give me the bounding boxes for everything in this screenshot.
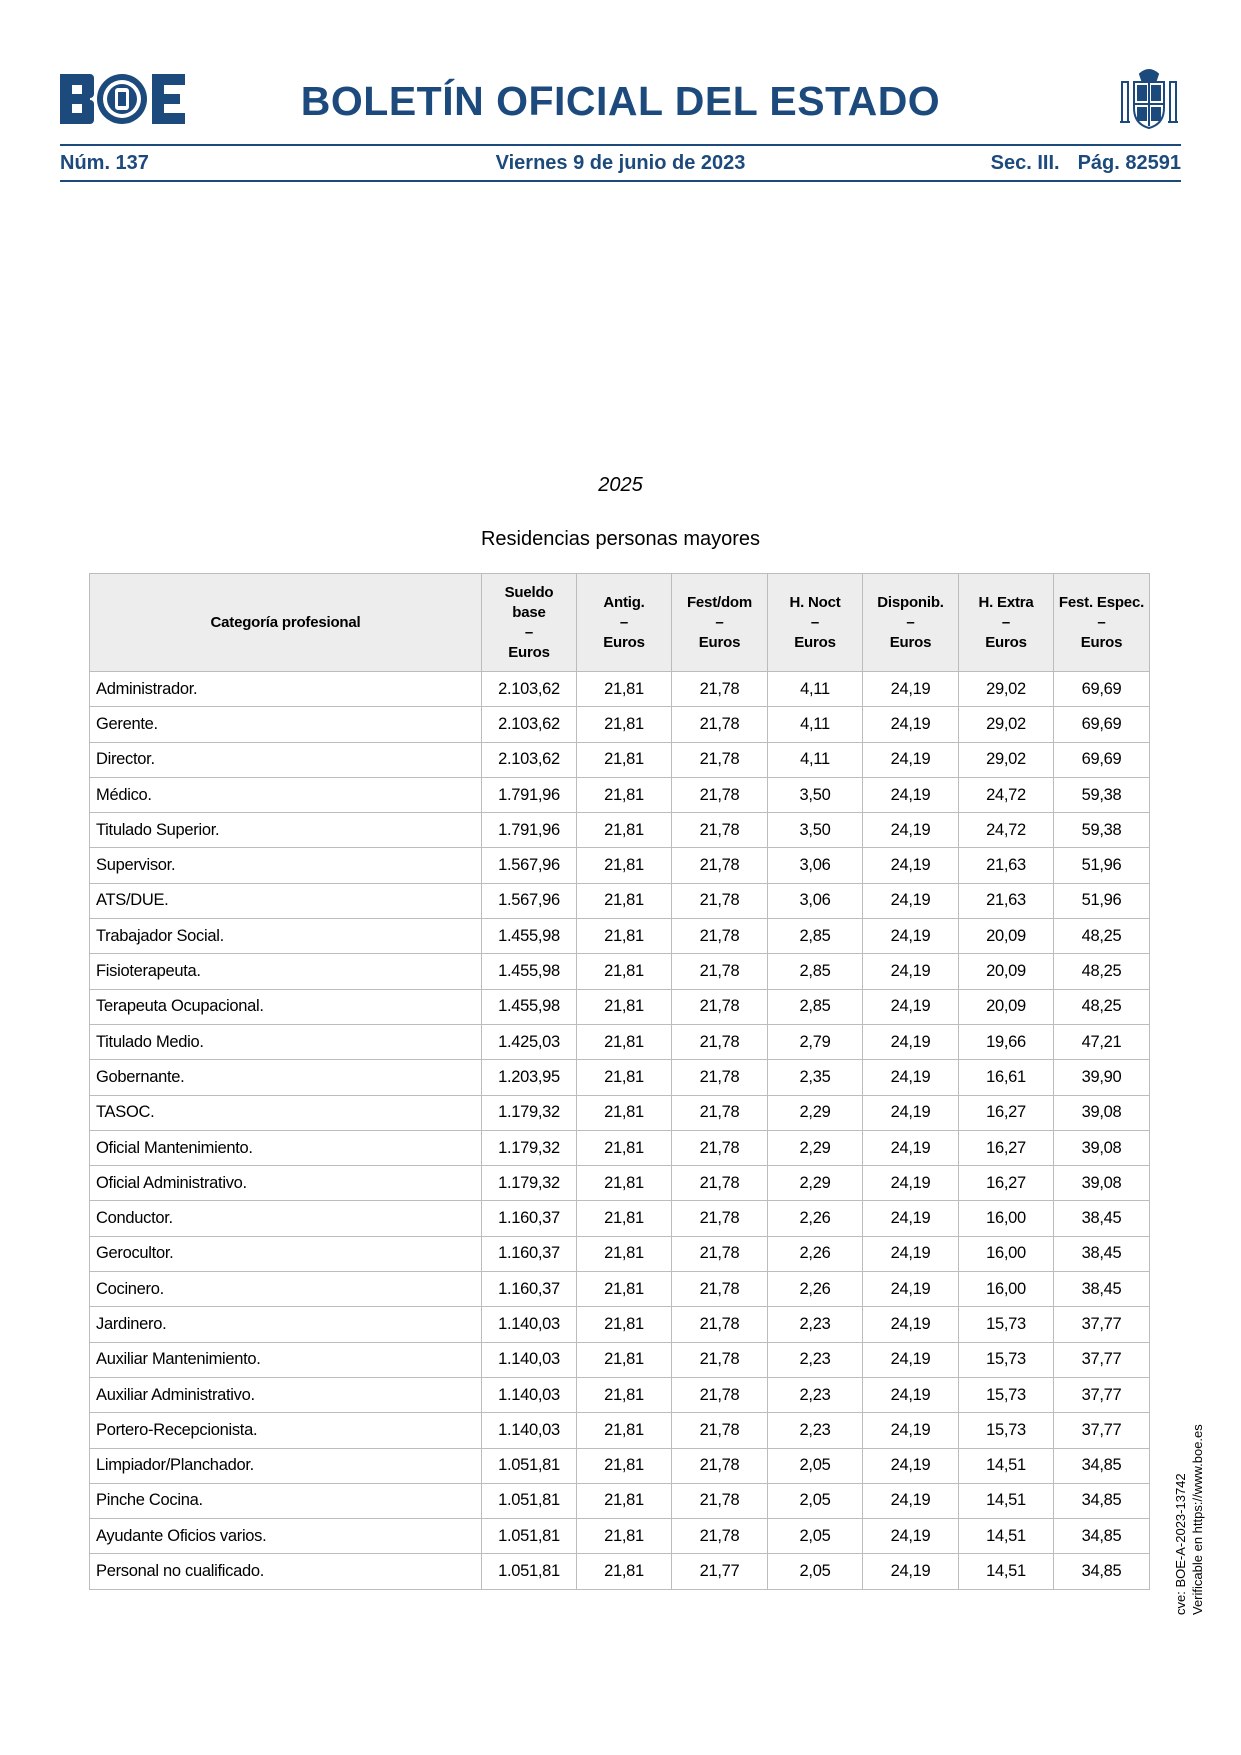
value-cell: 16,27 (959, 1130, 1054, 1165)
column-header-line: – (619, 613, 629, 631)
value-cell: 34,85 (1054, 1448, 1150, 1483)
value-cell: 21,78 (672, 1307, 768, 1342)
value-cell: 21,81 (577, 954, 672, 989)
value-cell: 21,81 (577, 1448, 672, 1483)
section-page (991, 152, 1181, 175)
value-cell: 15,73 (959, 1307, 1054, 1342)
value-cell: 21,81 (577, 1342, 672, 1377)
value-cell: 15,73 (959, 1377, 1054, 1412)
bulletin-title: BOLETÍN OFICIAL DEL ESTADO (300, 78, 941, 124)
table-row (90, 672, 1150, 707)
value-cell: 24,19 (863, 1024, 959, 1059)
value-cell: 24,19 (863, 1236, 959, 1271)
value-cell: 16,61 (959, 1060, 1054, 1095)
value-cell: 21,81 (577, 1272, 672, 1307)
column-header-line: Euros (603, 633, 645, 651)
value-cell: 1.179,32 (482, 1095, 577, 1130)
cve-code: cve: BOE-A-2023-13742 (1173, 1473, 1188, 1615)
value-cell: 37,77 (1054, 1377, 1150, 1412)
value-cell: 21,78 (672, 1095, 768, 1130)
value-cell: 21,78 (672, 1236, 768, 1271)
value-cell: 4,11 (768, 672, 863, 707)
issue-number: Núm. 137 (60, 152, 149, 174)
value-cell: 39,90 (1054, 1060, 1150, 1095)
value-cell: 2,05 (768, 1519, 863, 1554)
table-row (90, 919, 1150, 954)
value-cell: 39,08 (1054, 1130, 1150, 1165)
value-cell: 29,02 (959, 742, 1054, 777)
value-cell: 21,78 (672, 1060, 768, 1095)
category-cell: Terapeuta Ocupacional. (90, 989, 482, 1024)
value-cell: 21,78 (672, 1342, 768, 1377)
value-cell: 16,27 (959, 1095, 1054, 1130)
value-cell: 21,78 (672, 813, 768, 848)
column-header-line: – (715, 613, 724, 631)
table-subtitle: Residencias personas mayores (480, 528, 761, 550)
value-cell: 24,19 (863, 1095, 959, 1130)
value-cell: 1.140,03 (482, 1307, 577, 1342)
category-cell: Director. (90, 742, 482, 777)
column-header (1054, 574, 1150, 672)
value-cell: 19,66 (959, 1024, 1054, 1059)
table-header-row (90, 574, 1150, 672)
value-cell: 24,19 (863, 777, 959, 812)
category-cell: Gerente. (90, 707, 482, 742)
column-header (672, 574, 768, 672)
column-header (863, 574, 959, 672)
value-cell: 21,78 (672, 1483, 768, 1518)
value-cell: 24,19 (863, 1166, 959, 1201)
value-cell: 2,05 (768, 1483, 863, 1518)
value-cell: 21,78 (672, 1377, 768, 1412)
value-cell: 21,81 (577, 1060, 672, 1095)
category-cell: Administrador. (90, 672, 482, 707)
value-cell: 1.179,32 (482, 1130, 577, 1165)
value-cell: 21,81 (577, 1201, 672, 1236)
value-cell: 21,78 (672, 1272, 768, 1307)
category-cell: Titulado Medio. (90, 1024, 482, 1059)
value-cell: 14,51 (959, 1519, 1054, 1554)
value-cell: 24,19 (863, 1413, 959, 1448)
value-cell: 2,35 (768, 1060, 863, 1095)
table-row (90, 1201, 1150, 1236)
column-header-line: Euros (889, 633, 932, 651)
value-cell: 16,27 (959, 1166, 1054, 1201)
value-cell: 2.103,62 (482, 742, 577, 777)
value-cell: 24,19 (863, 1307, 959, 1342)
value-cell: 39,08 (1054, 1095, 1150, 1130)
value-cell: 21,81 (577, 813, 672, 848)
value-cell: 21,63 (959, 883, 1054, 918)
value-cell: 24,19 (863, 848, 959, 883)
table-row (90, 1448, 1150, 1483)
value-cell: 2,23 (768, 1342, 863, 1377)
column-header-line: Fest. Espec. (1058, 593, 1145, 611)
column-header (768, 574, 863, 672)
value-cell: 1.140,03 (482, 1377, 577, 1412)
value-cell: 2.103,62 (482, 672, 577, 707)
table-row (90, 1095, 1150, 1130)
column-header-line: Antig. (603, 593, 645, 611)
value-cell: 21,78 (672, 1024, 768, 1059)
value-cell: 21,78 (672, 989, 768, 1024)
category-cell: Cocinero. (90, 1272, 482, 1307)
column-header-line: base (512, 603, 546, 621)
column-header-line: – (1001, 613, 1011, 631)
column-header (482, 574, 577, 672)
value-cell: 21,81 (577, 1130, 672, 1165)
value-cell: 24,19 (863, 954, 959, 989)
value-cell: 1.455,98 (482, 954, 577, 989)
category-cell: Médico. (90, 777, 482, 812)
value-cell: 21,81 (577, 1236, 672, 1271)
table-row (90, 848, 1150, 883)
value-cell: 24,19 (863, 1060, 959, 1095)
value-cell: 14,51 (959, 1448, 1054, 1483)
value-cell: 69,69 (1054, 707, 1150, 742)
value-cell: 2,26 (768, 1236, 863, 1271)
value-cell: 21,81 (577, 1413, 672, 1448)
value-cell: 1.140,03 (482, 1342, 577, 1377)
value-cell: 24,72 (959, 813, 1054, 848)
column-header-line: – (810, 613, 820, 631)
value-cell: 48,25 (1054, 954, 1150, 989)
value-cell: 24,19 (863, 1377, 959, 1412)
value-cell: 3,50 (768, 777, 863, 812)
value-cell: 21,81 (577, 707, 672, 742)
value-cell: 24,19 (863, 1554, 959, 1589)
value-cell: 24,19 (863, 883, 959, 918)
value-cell: 34,85 (1054, 1519, 1150, 1554)
value-cell: 1.791,96 (482, 777, 577, 812)
value-cell: 59,38 (1054, 813, 1150, 848)
column-header-line: Euros (985, 633, 1027, 651)
table-row (90, 989, 1150, 1024)
value-cell: 2,29 (768, 1166, 863, 1201)
value-cell: 1.140,03 (482, 1413, 577, 1448)
value-cell: 38,45 (1054, 1201, 1150, 1236)
value-cell: 1.051,81 (482, 1519, 577, 1554)
category-cell: Trabajador Social. (90, 919, 482, 954)
value-cell: 2.103,62 (482, 707, 577, 742)
value-cell: 24,19 (863, 989, 959, 1024)
value-cell: 34,85 (1054, 1554, 1150, 1589)
table-row (90, 1272, 1150, 1307)
value-cell: 21,78 (672, 777, 768, 812)
column-header-line: Euros (698, 633, 741, 651)
value-cell: 15,73 (959, 1413, 1054, 1448)
value-cell: 34,85 (1054, 1483, 1150, 1518)
table-row (90, 1307, 1150, 1342)
value-cell: 38,45 (1054, 1236, 1150, 1271)
value-cell: 21,81 (577, 672, 672, 707)
category-cell: Auxiliar Administrativo. (90, 1377, 482, 1412)
column-header-line: – (906, 613, 915, 631)
value-cell: 24,19 (863, 1342, 959, 1377)
column-header-line: – (1097, 613, 1106, 631)
value-cell: 2,85 (768, 954, 863, 989)
value-cell: 2,29 (768, 1095, 863, 1130)
value-cell: 21,78 (672, 954, 768, 989)
column-header-line: Euros (794, 633, 836, 651)
value-cell: 1.567,96 (482, 848, 577, 883)
column-header-line: Disponib. (877, 593, 944, 611)
value-cell: 1.051,81 (482, 1554, 577, 1589)
table-row (90, 1554, 1150, 1589)
column-header-line: Sueldo (504, 583, 554, 601)
value-cell: 24,19 (863, 919, 959, 954)
value-cell: 15,73 (959, 1342, 1054, 1377)
issue-date: Viernes 9 de junio de 2023 (495, 152, 746, 174)
column-header (959, 574, 1054, 672)
value-cell: 20,09 (959, 919, 1054, 954)
table-row (90, 1377, 1150, 1412)
value-cell: 21,81 (577, 1307, 672, 1342)
value-cell: 21,78 (672, 1413, 768, 1448)
value-cell: 21,81 (577, 989, 672, 1024)
category-cell: Ayudante Oficios varios. (90, 1519, 482, 1554)
table-row (90, 1342, 1150, 1377)
table-row (90, 883, 1150, 918)
value-cell: 1.425,03 (482, 1024, 577, 1059)
value-cell: 21,78 (672, 883, 768, 918)
table-row (90, 1236, 1150, 1271)
value-cell: 1.567,96 (482, 883, 577, 918)
table-row (90, 1483, 1150, 1518)
value-cell: 14,51 (959, 1483, 1054, 1518)
value-cell: 37,77 (1054, 1413, 1150, 1448)
value-cell: 24,19 (863, 672, 959, 707)
value-cell: 21,78 (672, 848, 768, 883)
category-cell: Conductor. (90, 1201, 482, 1236)
value-cell: 3,06 (768, 883, 863, 918)
category-cell: Fisioterapeuta. (90, 954, 482, 989)
value-cell: 21,78 (672, 672, 768, 707)
value-cell: 2,26 (768, 1272, 863, 1307)
column-header-line: Fest/dom (686, 593, 753, 611)
value-cell: 1.455,98 (482, 989, 577, 1024)
value-cell: 3,50 (768, 813, 863, 848)
value-cell: 48,25 (1054, 989, 1150, 1024)
value-cell: 21,78 (672, 919, 768, 954)
value-cell: 1.179,32 (482, 1166, 577, 1201)
category-cell: Titulado Superior. (90, 813, 482, 848)
value-cell: 2,26 (768, 1201, 863, 1236)
value-cell: 2,29 (768, 1130, 863, 1165)
table-row (90, 1130, 1150, 1165)
value-cell: 59,38 (1054, 777, 1150, 812)
category-cell: Personal no cualificado. (90, 1554, 482, 1589)
value-cell: 14,51 (959, 1554, 1054, 1589)
value-cell: 21,78 (672, 1519, 768, 1554)
value-cell: 2,85 (768, 919, 863, 954)
value-cell: 21,81 (577, 919, 672, 954)
column-header-line: Categoría profesional (210, 613, 361, 631)
value-cell: 24,19 (863, 1272, 959, 1307)
category-cell: Limpiador/Planchador. (90, 1448, 482, 1483)
value-cell: 1.455,98 (482, 919, 577, 954)
value-cell: 1.160,37 (482, 1201, 577, 1236)
value-cell: 51,96 (1054, 848, 1150, 883)
column-header-line: – (524, 623, 534, 641)
column-header (577, 574, 672, 672)
value-cell: 2,05 (768, 1448, 863, 1483)
value-cell: 21,81 (577, 1024, 672, 1059)
value-cell: 29,02 (959, 707, 1054, 742)
value-cell: 21,78 (672, 1201, 768, 1236)
value-cell: 21,63 (959, 848, 1054, 883)
value-cell: 1.791,96 (482, 813, 577, 848)
table-body (90, 672, 1150, 1590)
table-row (90, 707, 1150, 742)
column-header-category (90, 574, 482, 672)
value-cell: 21,81 (577, 1519, 672, 1554)
value-cell: 29,02 (959, 672, 1054, 707)
value-cell: 2,23 (768, 1377, 863, 1412)
value-cell: 24,19 (863, 813, 959, 848)
category-cell: Gerocultor. (90, 1236, 482, 1271)
value-cell: 24,19 (863, 707, 959, 742)
table-row (90, 742, 1150, 777)
value-cell: 24,72 (959, 777, 1054, 812)
value-cell: 47,21 (1054, 1024, 1150, 1059)
value-cell: 21,78 (672, 1130, 768, 1165)
table-row (90, 954, 1150, 989)
value-cell: 1.051,81 (482, 1448, 577, 1483)
value-cell: 3,06 (768, 848, 863, 883)
value-cell: 69,69 (1054, 742, 1150, 777)
value-cell: 2,85 (768, 989, 863, 1024)
value-cell: 20,09 (959, 989, 1054, 1024)
coat-of-arms-icon (1118, 64, 1180, 132)
value-cell: 24,19 (863, 1519, 959, 1554)
value-cell: 39,08 (1054, 1166, 1150, 1201)
salary-table (89, 573, 1150, 1590)
value-cell: 24,19 (863, 1483, 959, 1518)
value-cell: 2,05 (768, 1554, 863, 1589)
section-label: Sec. III. (990, 152, 1060, 174)
value-cell: 24,19 (863, 742, 959, 777)
table-row (90, 1413, 1150, 1448)
value-cell: 37,77 (1054, 1342, 1150, 1377)
value-cell: 2,79 (768, 1024, 863, 1059)
value-cell: 4,11 (768, 707, 863, 742)
table-row (90, 1024, 1150, 1059)
header-rule-bottom (60, 180, 1181, 182)
table-year: 2025 (598, 474, 643, 496)
table-row (90, 813, 1150, 848)
value-cell: 37,77 (1054, 1307, 1150, 1342)
value-cell: 21,81 (577, 1554, 672, 1589)
value-cell: 21,81 (577, 1095, 672, 1130)
value-cell: 24,19 (863, 1448, 959, 1483)
value-cell: 4,11 (768, 742, 863, 777)
value-cell: 16,00 (959, 1236, 1054, 1271)
value-cell: 1.160,37 (482, 1272, 577, 1307)
value-cell: 21,77 (672, 1554, 768, 1589)
value-cell: 21,78 (672, 1166, 768, 1201)
category-cell: ATS/DUE. (90, 883, 482, 918)
value-cell: 21,78 (672, 707, 768, 742)
value-cell: 69,69 (1054, 672, 1150, 707)
category-cell: Oficial Administrativo. (90, 1166, 482, 1201)
value-cell: 24,19 (863, 1130, 959, 1165)
value-cell: 2,23 (768, 1307, 863, 1342)
category-cell: Gobernante. (90, 1060, 482, 1095)
value-cell: 21,81 (577, 848, 672, 883)
value-cell: 51,96 (1054, 883, 1150, 918)
category-cell: Jardinero. (90, 1307, 482, 1342)
value-cell: 21,81 (577, 1166, 672, 1201)
table-row (90, 1519, 1150, 1554)
category-cell: TASOC. (90, 1095, 482, 1130)
value-cell: 48,25 (1054, 919, 1150, 954)
category-cell: Supervisor. (90, 848, 482, 883)
value-cell: 20,09 (959, 954, 1054, 989)
value-cell: 38,45 (1054, 1272, 1150, 1307)
page-number: Pág. 82591 (1077, 152, 1181, 174)
category-cell: Oficial Mantenimiento. (90, 1130, 482, 1165)
column-header-line: Euros (1080, 633, 1123, 651)
category-cell: Auxiliar Mantenimiento. (90, 1342, 482, 1377)
value-cell: 21,81 (577, 883, 672, 918)
value-cell: 21,81 (577, 1377, 672, 1412)
category-cell: Portero-Recepcionista. (90, 1413, 482, 1448)
column-header-line: Euros (508, 643, 550, 661)
column-header-line: H. Extra (978, 593, 1034, 611)
verification-url: Verificable en https://www.boe.es (1190, 1424, 1205, 1615)
category-cell: Pinche Cocina. (90, 1483, 482, 1518)
value-cell: 2,23 (768, 1413, 863, 1448)
column-header-line: H. Noct (789, 593, 841, 611)
value-cell: 1.051,81 (482, 1483, 577, 1518)
value-cell: 24,19 (863, 1201, 959, 1236)
table-row (90, 777, 1150, 812)
value-cell: 21,81 (577, 742, 672, 777)
value-cell: 21,78 (672, 742, 768, 777)
value-cell: 21,81 (577, 1483, 672, 1518)
value-cell: 21,78 (672, 1448, 768, 1483)
value-cell: 1.160,37 (482, 1236, 577, 1271)
header-rule-top (60, 144, 1181, 146)
table-row (90, 1166, 1150, 1201)
value-cell: 16,00 (959, 1201, 1054, 1236)
table-row (90, 1060, 1150, 1095)
value-cell: 21,81 (577, 777, 672, 812)
value-cell: 1.203,95 (482, 1060, 577, 1095)
value-cell: 16,00 (959, 1272, 1054, 1307)
